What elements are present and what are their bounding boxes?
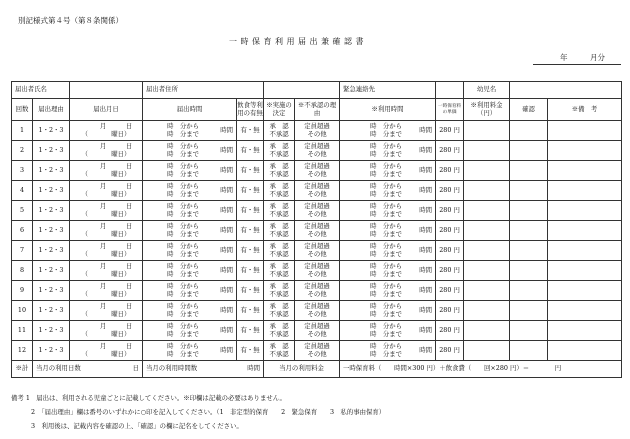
confirm-field[interactable] — [510, 121, 548, 141]
year-month-underline — [533, 64, 621, 65]
fee-field — [464, 181, 510, 201]
not-approved-reason: 定員超過 その他 — [295, 321, 340, 341]
time-field[interactable]: 時 分から 時 分まで 時間 — [143, 221, 237, 241]
date-field[interactable]: 月 日 （ 曜日） — [70, 201, 143, 221]
confirm-field[interactable] — [510, 161, 548, 181]
meal-option[interactable]: 有・無 — [237, 261, 264, 281]
col-not-approved: ※不承認の理由 — [295, 99, 340, 121]
table-row — [12, 241, 622, 261]
time-field[interactable]: 時 分から 時 分まで 時間 — [143, 141, 237, 161]
row-number: 3 — [12, 161, 33, 181]
remarks-field — [548, 281, 622, 301]
child-name-label: 幼児名 — [464, 82, 510, 99]
unit-price: 280 円 — [436, 241, 464, 261]
confirm-field[interactable] — [510, 181, 548, 201]
unit-price: 280 円 — [436, 161, 464, 181]
not-approved-reason: 定員超過 その他 — [295, 161, 340, 181]
date-field[interactable]: 月 日 （ 曜日） — [70, 161, 143, 181]
use-time-field: 時 分から 時 分まで 時間 — [340, 281, 436, 301]
col-unit-price: 一時保育料の単価 — [436, 99, 464, 121]
confirm-field[interactable] — [510, 281, 548, 301]
applicant-name-label: 届出者氏名 — [12, 82, 70, 99]
not-approved-reason: 定員超過 その他 — [295, 221, 340, 241]
remarks-field — [548, 121, 622, 141]
date-field[interactable]: 月 日 （ 曜日） — [70, 121, 143, 141]
year-month-field[interactable]: 年 月分 — [560, 53, 605, 62]
decision-field: 承 認 不承認 — [264, 141, 295, 161]
table-row — [12, 281, 622, 301]
time-field[interactable]: 時 分から 時 分まで 時間 — [143, 121, 237, 141]
fee-field — [464, 141, 510, 161]
confirm-field[interactable] — [510, 141, 548, 161]
fee-field — [464, 261, 510, 281]
time-field[interactable]: 時 分から 時 分まで 時間 — [143, 281, 237, 301]
total-days: 当月の利用日数 日 — [33, 361, 143, 378]
unit-price: 280 円 — [436, 261, 464, 281]
date-field[interactable]: 月 日 （ 曜日） — [70, 341, 143, 361]
note-2: 2 「届出理由」欄は番号のいずれかに○印を記入してください。（1 非定型的保育 2 緊急保育 3 私的事由保育） — [31, 408, 386, 416]
not-approved-reason: 定員超過 その他 — [295, 261, 340, 281]
use-time-field: 時 分から 時 分まで 時間 — [340, 141, 436, 161]
not-approved-reason: 定員超過 その他 — [295, 341, 340, 361]
row-number: 11 — [12, 321, 33, 341]
fee-field — [464, 321, 510, 341]
meal-option[interactable]: 有・無 — [237, 301, 264, 321]
remarks-field — [548, 141, 622, 161]
meal-option[interactable]: 有・無 — [237, 141, 264, 161]
table-row — [12, 181, 622, 201]
use-time-field: 時 分から 時 分まで 時間 — [340, 121, 436, 141]
col-date: 届出月日 — [70, 99, 143, 121]
meal-option[interactable]: 有・無 — [237, 341, 264, 361]
meal-option[interactable]: 有・無 — [237, 221, 264, 241]
col-decision: ※実施の決定 — [264, 99, 295, 121]
meal-option[interactable]: 有・無 — [237, 181, 264, 201]
total-row — [12, 361, 622, 378]
not-approved-reason: 定員超過 その他 — [295, 141, 340, 161]
use-time-field: 時 分から 時 分まで 時間 — [340, 201, 436, 221]
reason-options[interactable]: 1・2・3 — [33, 141, 70, 161]
total-label: ※計 — [12, 361, 33, 378]
time-field[interactable]: 時 分から 時 分まで 時間 — [143, 201, 237, 221]
reason-options[interactable]: 1・2・3 — [33, 161, 70, 181]
note-3: 3 利用後は、記載内容を確認の上、「確認」の欄に記名をしてください。 — [31, 422, 243, 430]
time-field[interactable]: 時 分から 時 分まで 時間 — [143, 301, 237, 321]
use-time-field: 時 分から 時 分まで 時間 — [340, 301, 436, 321]
table-row — [12, 141, 622, 161]
not-approved-reason: 定員超過 その他 — [295, 201, 340, 221]
decision-field: 承 認 不承認 — [264, 201, 295, 221]
col-use-time: ※利用時間 — [340, 99, 436, 121]
meal-option[interactable]: 有・無 — [237, 161, 264, 181]
use-time-field: 時 分から 時 分まで 時間 — [340, 321, 436, 341]
row-number: 9 — [12, 281, 33, 301]
time-field[interactable]: 時 分から 時 分まで 時間 — [143, 261, 237, 281]
not-approved-reason: 定員超過 その他 — [295, 181, 340, 201]
table-row — [12, 161, 622, 181]
unit-price: 280 円 — [436, 221, 464, 241]
time-field[interactable]: 時 分から 時 分まで 時間 — [143, 161, 237, 181]
decision-field: 承 認 不承認 — [264, 181, 295, 201]
col-remarks: ※備 考 — [548, 99, 622, 121]
confirm-field[interactable] — [510, 341, 548, 361]
meal-option[interactable]: 有・無 — [237, 201, 264, 221]
emergency-contact-field[interactable] — [436, 82, 464, 99]
confirm-field[interactable] — [510, 201, 548, 221]
remarks-field — [548, 241, 622, 261]
use-time-field: 時 分から 時 分まで 時間 — [340, 181, 436, 201]
row-number: 2 — [12, 141, 33, 161]
decision-field: 承 認 不承認 — [264, 241, 295, 261]
time-field[interactable]: 時 分から 時 分まで 時間 — [143, 181, 237, 201]
fee-field — [464, 301, 510, 321]
reason-options[interactable]: 1・2・3 — [33, 201, 70, 221]
table-row — [12, 321, 622, 341]
form-title: 一時保育利用届出兼確認書 — [229, 37, 367, 46]
date-field[interactable]: 月 日 （ 曜日） — [70, 141, 143, 161]
table-row — [12, 301, 622, 321]
reason-options[interactable]: 1・2・3 — [33, 221, 70, 241]
time-field[interactable]: 時 分から 時 分まで 時間 — [143, 241, 237, 261]
table-row — [12, 261, 622, 281]
remarks-field — [548, 221, 622, 241]
unit-price: 280 円 — [436, 341, 464, 361]
unit-price: 280 円 — [436, 201, 464, 221]
date-field[interactable]: 月 日 （ 曜日） — [70, 261, 143, 281]
unit-price: 280 円 — [436, 321, 464, 341]
unit-price: 280 円 — [436, 281, 464, 301]
applicant-name-field[interactable] — [70, 82, 143, 99]
use-time-field: 時 分から 時 分まで 時間 — [340, 261, 436, 281]
use-time-field: 時 分から 時 分まで 時間 — [340, 341, 436, 361]
remarks-field — [548, 341, 622, 361]
confirm-field[interactable] — [510, 301, 548, 321]
decision-field: 承 認 不承認 — [264, 261, 295, 281]
fee-field — [464, 221, 510, 241]
confirm-field[interactable] — [510, 261, 548, 281]
fee-field — [464, 241, 510, 261]
reason-options[interactable]: 1・2・3 — [33, 341, 70, 361]
reason-options[interactable]: 1・2・3 — [33, 321, 70, 341]
meal-option[interactable]: 有・無 — [237, 241, 264, 261]
confirm-field[interactable] — [510, 321, 548, 341]
date-field[interactable]: 月 日 （ 曜日） — [70, 281, 143, 301]
applicant-address-label: 届出者住所 — [143, 82, 264, 99]
row-number: 6 — [12, 221, 33, 241]
reason-options[interactable]: 1・2・3 — [33, 261, 70, 281]
decision-field: 承 認 不承認 — [264, 161, 295, 181]
use-time-field: 時 分から 時 分まで 時間 — [340, 161, 436, 181]
emergency-contact-label: 緊急連絡先 — [340, 82, 436, 99]
reason-options[interactable]: 1・2・3 — [33, 241, 70, 261]
row-number: 10 — [12, 301, 33, 321]
table-row — [12, 221, 622, 241]
form-style-number: 別記様式第４号（第８条関係） — [18, 16, 123, 25]
fee-field — [464, 341, 510, 361]
remarks-field — [548, 201, 622, 221]
decision-field: 承 認 不承認 — [264, 321, 295, 341]
remarks-field — [548, 181, 622, 201]
unit-price: 280 円 — [436, 181, 464, 201]
col-no: 回数 — [12, 99, 33, 121]
date-field[interactable]: 月 日 （ 曜日） — [70, 321, 143, 341]
unit-price: 280 円 — [436, 121, 464, 141]
fee-field — [464, 121, 510, 141]
time-field[interactable]: 時 分から 時 分まで 時間 — [143, 321, 237, 341]
reason-options[interactable]: 1・2・3 — [33, 181, 70, 201]
time-field[interactable]: 時 分から 時 分まで 時間 — [143, 341, 237, 361]
fee-field — [464, 201, 510, 221]
remarks-field — [548, 301, 622, 321]
reason-options[interactable]: 1・2・3 — [33, 281, 70, 301]
total-hours: 当月の利用時間数 時間 — [143, 361, 264, 378]
col-meal: 飲食等利用の有無 — [237, 99, 264, 121]
date-field[interactable]: 月 日 （ 曜日） — [70, 181, 143, 201]
date-field[interactable]: 月 日 （ 曜日） — [70, 301, 143, 321]
confirm-field[interactable] — [510, 241, 548, 261]
col-fee: ※利用料金（円） — [464, 99, 510, 121]
fee-field — [464, 281, 510, 301]
fee-field — [464, 161, 510, 181]
row-number: 1 — [12, 121, 33, 141]
not-approved-reason: 定員超過 その他 — [295, 301, 340, 321]
note-1: 備考 1 届出は、利用される児童ごとに記載してください。※印欄は記載の必要はありません。 — [11, 394, 286, 402]
remarks-field — [548, 261, 622, 281]
row-number: 4 — [12, 181, 33, 201]
row-number: 8 — [12, 261, 33, 281]
child-name-field[interactable] — [510, 82, 622, 99]
table-row — [12, 121, 622, 141]
unit-price: 280 円 — [436, 301, 464, 321]
row-number: 7 — [12, 241, 33, 261]
not-approved-reason: 定員超過 その他 — [295, 281, 340, 301]
applicant-address-field[interactable] — [264, 82, 340, 99]
decision-field: 承 認 不承認 — [264, 301, 295, 321]
meal-option[interactable]: 有・無 — [237, 321, 264, 341]
use-time-field: 時 分から 時 分まで 時間 — [340, 221, 436, 241]
decision-field: 承 認 不承認 — [264, 121, 295, 141]
table-row — [12, 341, 622, 361]
total-fee-formula: 一時保育料（ 時間×300 円）＋飲食費（ 回×280 円）＝ 円 — [340, 361, 622, 378]
not-approved-reason: 定員超過 その他 — [295, 121, 340, 141]
reason-options[interactable]: 1・2・3 — [33, 301, 70, 321]
date-field[interactable]: 月 日 （ 曜日） — [70, 241, 143, 261]
remarks-field — [548, 161, 622, 181]
col-reason: 届出理由 — [33, 99, 70, 121]
confirm-field[interactable] — [510, 221, 548, 241]
not-approved-reason: 定員超過 その他 — [295, 241, 340, 261]
col-time: 届出時間 — [143, 99, 237, 121]
total-fee-label: 当月の利用料金 — [264, 361, 340, 378]
col-confirm: 確認 — [510, 99, 548, 121]
date-field[interactable]: 月 日 （ 曜日） — [70, 221, 143, 241]
table-row — [12, 201, 622, 221]
decision-field: 承 認 不承認 — [264, 341, 295, 361]
unit-price: 280 円 — [436, 141, 464, 161]
decision-field: 承 認 不承認 — [264, 281, 295, 301]
remarks-field — [548, 321, 622, 341]
reason-options[interactable]: 1・2・3 — [33, 121, 70, 141]
meal-option[interactable]: 有・無 — [237, 121, 264, 141]
use-time-field: 時 分から 時 分まで 時間 — [340, 241, 436, 261]
row-number: 5 — [12, 201, 33, 221]
decision-field: 承 認 不承認 — [264, 221, 295, 241]
row-number: 12 — [12, 341, 33, 361]
meal-option[interactable]: 有・無 — [237, 281, 264, 301]
usage-table — [11, 81, 622, 378]
